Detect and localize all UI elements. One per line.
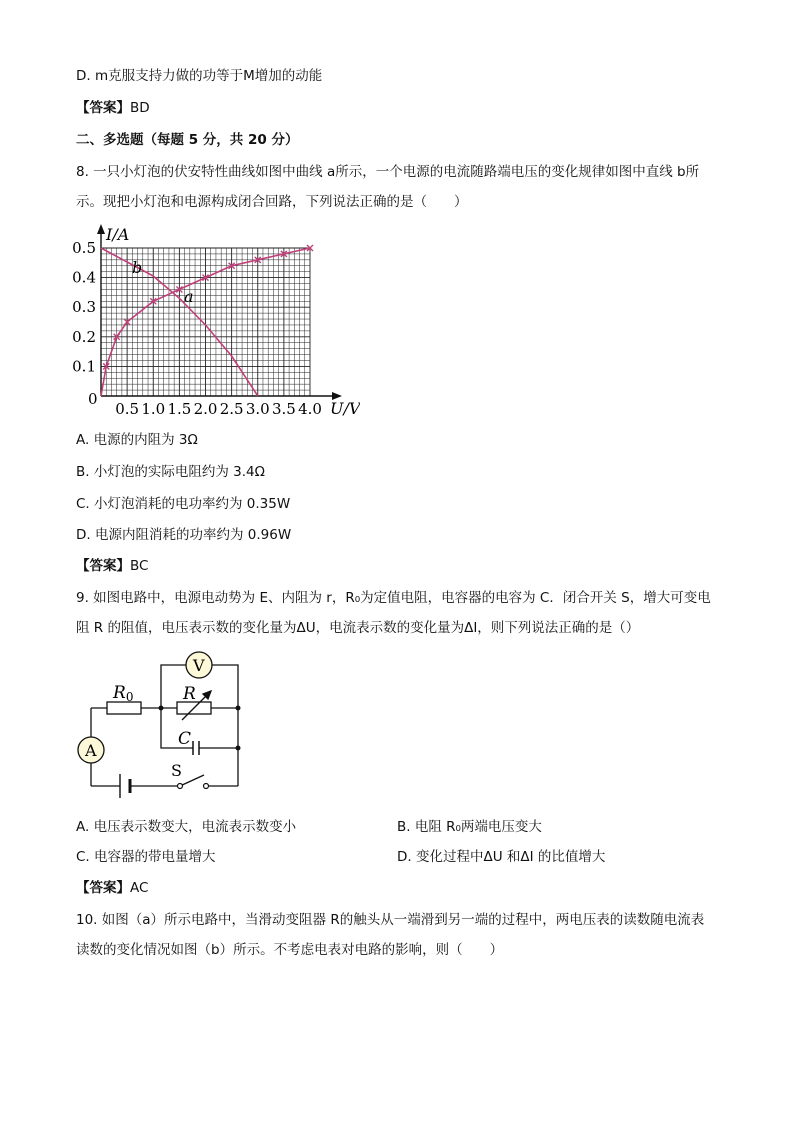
q9-stem-line1: 9. 如图电路中，电源电动势为 E、内阻为 r，R₀为定值电阻，电容器的电容为 C．闭合开关 S，增大可变电 (76, 590, 711, 606)
answer-label: 【答案】 (76, 880, 130, 896)
x-tick-label: 3.5 (271, 400, 296, 418)
x-tick-label: 4.0 (298, 400, 322, 418)
q8-answer (76, 557, 148, 575)
r0-label-main: R (113, 683, 126, 703)
ammeter-label: A (85, 741, 97, 760)
q10-stem-line1: 10. 如图（a）所示电路中，当滑动变阻器 R的触头从一端滑到另一端的过程中，两电压表的读数随电流表 (76, 912, 705, 928)
y-tick-label: 0.1 (72, 357, 96, 376)
y-axis-arrow (97, 224, 105, 234)
answer-value: BC (130, 558, 149, 574)
q8-option-c: C. 小灯泡消耗的电功率约为 0.35W (76, 496, 291, 512)
capacitor-c (193, 741, 199, 755)
origin-label: 0 (88, 390, 98, 408)
q8-option-d: D. 电源内阻消耗的功率约为 0.96W (76, 527, 292, 543)
y-axis-label: I/A (106, 225, 130, 244)
answer-label: 【答案】 (76, 558, 130, 574)
q8-stem-line2: 示。现把小灯泡和电源构成闭合回路，下列说法正确的是（ ） (76, 194, 468, 210)
s-label: S (171, 761, 182, 780)
resistor-r0 (107, 702, 141, 714)
junction-dot (236, 706, 241, 711)
q7-answer (76, 99, 150, 117)
voltmeter-label: V (193, 656, 205, 675)
r0-label (112, 683, 133, 704)
q9-option-b: B. 电阻 R₀两端电压变大 (397, 819, 542, 835)
y-tick-label: 0.4 (72, 268, 96, 287)
circuit-diagram (72, 648, 252, 808)
q8-option-b: B. 小灯泡的实际电阻约为 3.4Ω (76, 464, 265, 480)
c-label: C (178, 729, 192, 749)
junction-dot (159, 706, 164, 711)
y-tick-label: 0.3 (72, 298, 96, 317)
q9-option-c: C. 电容器的带电量增大 (76, 849, 216, 865)
q9-option-d: D. 变化过程中ΔU 和ΔI 的比值增大 (397, 849, 606, 865)
x-tick-label: 3.0 (245, 400, 270, 418)
answer-value: AC (130, 880, 149, 896)
x-tick-label: 2.5 (219, 400, 244, 418)
q10-stem-line2: 读数的变化情况如图（b）所示。不考虑电表对电路的影响，则（ ） (76, 942, 504, 958)
y-tick-label: 0.5 (72, 239, 96, 257)
r0-label-sub: 0 (125, 690, 134, 704)
series-label-a: a (184, 287, 194, 306)
x-axis-label: U/V (330, 399, 360, 418)
x-tick-label: 1.0 (141, 400, 166, 418)
switch-contact (178, 784, 183, 789)
junction-dot (236, 746, 241, 751)
q8-stem-line1: 8. 一只小灯泡的伏安特性曲线如图中曲线 a所示，一个电源的电流随路端电压的变化规律如图中直线 b所 (76, 164, 700, 180)
answer-value: BD (130, 100, 150, 116)
r-label: R (183, 684, 196, 704)
q9-answer (76, 879, 148, 897)
q9-option-a: A. 电压表示数变大，电流表示数变小 (76, 819, 297, 835)
section-title: 二、多选题（每题 5 分，共 20 分） (76, 132, 299, 148)
q7-option-d: D. m克服支持力做的功等于M增加的动能 (76, 68, 323, 84)
series-label-b: b (132, 258, 143, 277)
chart-axes (97, 224, 342, 400)
answer-label: 【答案】 (76, 100, 130, 116)
q9-stem-line2: 阻 R 的阻值，电压表示数的变化量为ΔU，电流表示数的变化量为ΔI，则下列说法正确的是（） (76, 620, 640, 636)
q8-option-a: A. 电源的内阻为 3Ω (76, 432, 198, 448)
x-tick-label: 2.0 (193, 400, 218, 418)
x-tick-label: 1.5 (167, 400, 192, 418)
switch-contact (204, 784, 209, 789)
x-tick-label: 0.5 (115, 400, 140, 418)
battery (120, 774, 130, 798)
y-tick-label: 0.2 (72, 327, 96, 346)
iv-chart (70, 222, 360, 422)
